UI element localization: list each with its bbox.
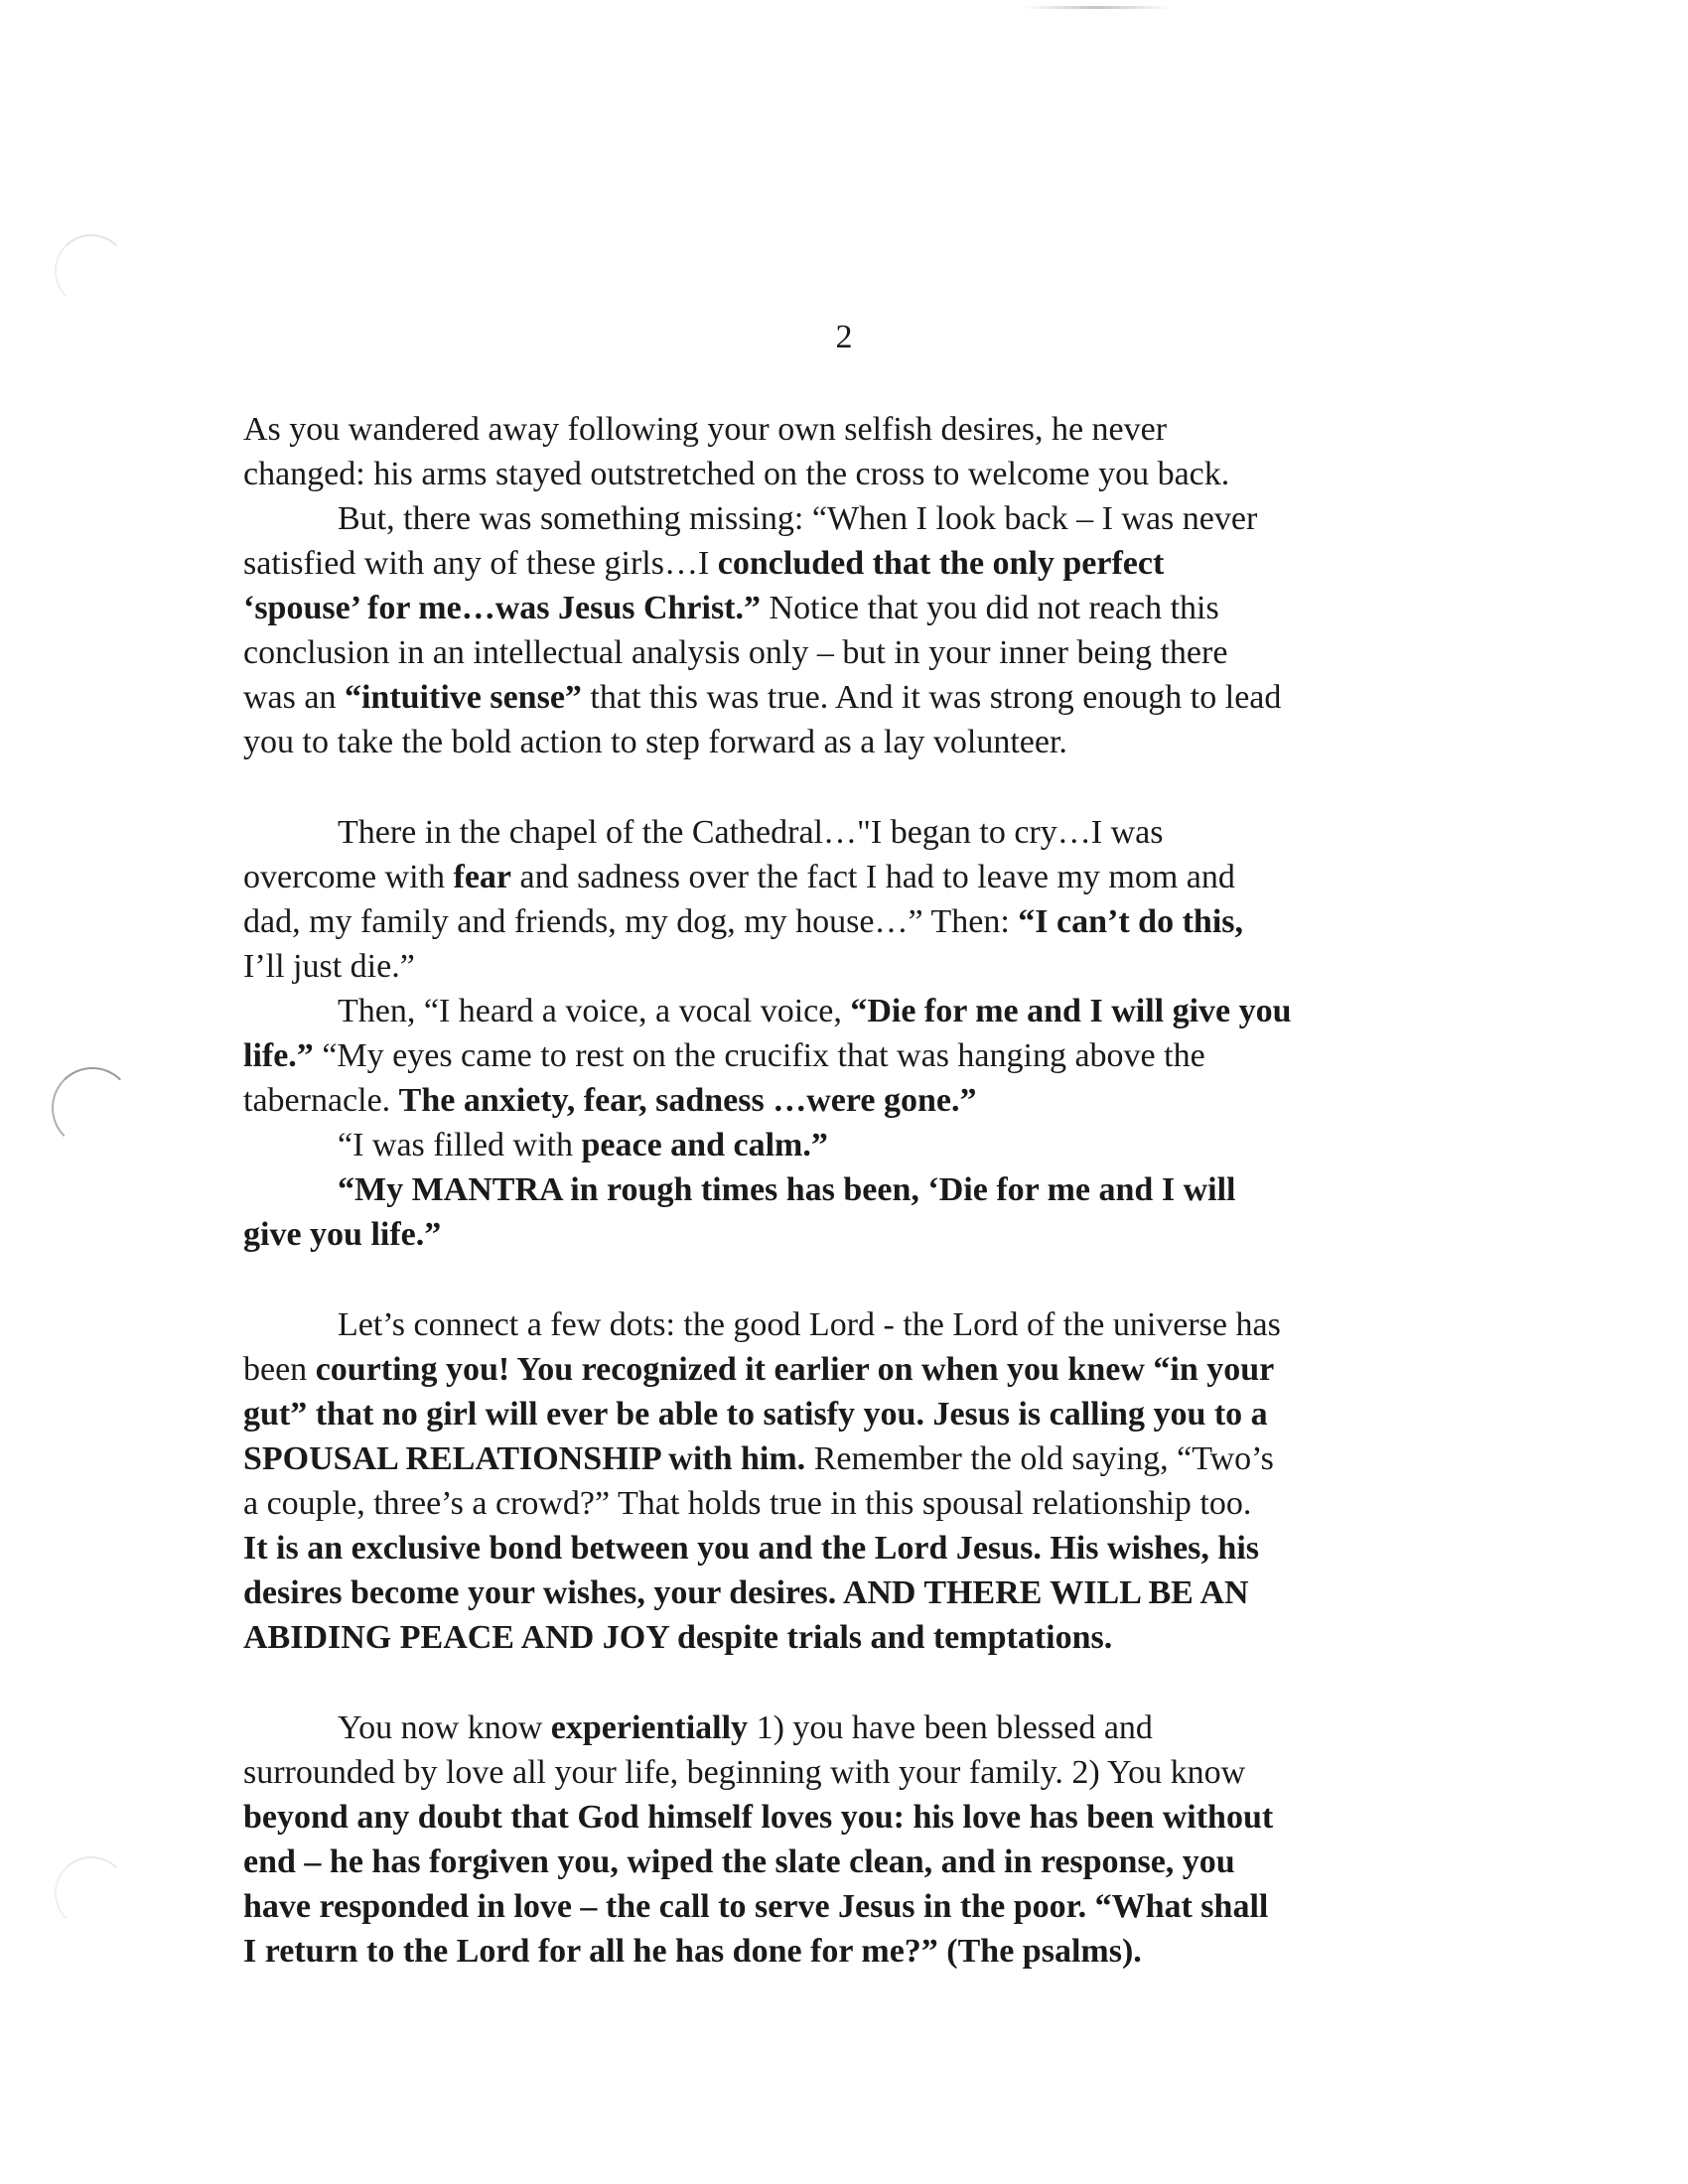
punch-hole-middle [52, 1067, 133, 1149]
text-line [243, 1167, 1445, 1212]
text: “I was filled with [338, 1127, 582, 1163]
text: overcome with [243, 859, 454, 895]
text: I’ll just die.” [243, 948, 415, 985]
paragraph [243, 1706, 1445, 1974]
punch-hole-bottom [55, 1856, 128, 1930]
bold-text: concluded that the only perfect [717, 545, 1165, 582]
bold-text: It is an exclusive bond between you and the Lord Jesus. His wishes, his [243, 1530, 1260, 1567]
text-line [243, 1570, 1445, 1615]
paragraph-gap [243, 764, 1445, 810]
text-line [243, 1526, 1445, 1570]
punch-hole-top [55, 234, 128, 308]
text-line [243, 855, 1445, 899]
paragraph [243, 1123, 1445, 1167]
bold-text: fear [453, 859, 512, 895]
text: dad, my family and friends, my dog, my house…” Then: [243, 903, 1019, 940]
bold-text: “intuitive sense” [344, 679, 582, 716]
bold-text: give you life.” [243, 1216, 442, 1253]
text: been [243, 1351, 316, 1388]
bold-text: have responded in love – the call to serve Jesus in the poor. “What shall [243, 1888, 1269, 1925]
text-line [243, 541, 1445, 586]
text-line [243, 1884, 1445, 1929]
text: that this was true. And it was strong enough to lead [581, 679, 1282, 716]
text-line [243, 1302, 1445, 1347]
bold-text: courting you! You recognized it earlier on when you knew “in your [315, 1351, 1275, 1388]
bold-text: “My MANTRA in rough times has been, ‘Die for me and I will [338, 1171, 1236, 1208]
paragraph [243, 1302, 1445, 1660]
text-line [243, 407, 1445, 452]
bold-text: life.” [243, 1037, 314, 1074]
bold-text: “Die for me and I will give you [850, 993, 1292, 1029]
text: was an [243, 679, 345, 716]
text: There in the chapel of the Cathedral…"I began to cry…I was [338, 814, 1164, 851]
text: a couple, three’s a crowd?” That holds true in this spousal relationship too. [243, 1485, 1252, 1522]
text-line [243, 1481, 1445, 1526]
text-line [243, 1840, 1445, 1884]
paragraph [243, 989, 1445, 1123]
text-line [243, 1347, 1445, 1392]
text-line [243, 496, 1445, 541]
text-line [243, 1706, 1445, 1750]
text-line [243, 1392, 1445, 1436]
text: satisfied with any of these girls…I [243, 545, 718, 582]
text: You now know [338, 1709, 551, 1746]
paragraph-gap [243, 1660, 1445, 1706]
text-line [243, 452, 1445, 496]
text: Remember the old saying, “Two’s [805, 1440, 1274, 1477]
text: But, there was something missing: “When I look back – I was never [338, 500, 1258, 537]
bold-text: The anxiety, fear, sadness …were gone.” [398, 1082, 977, 1119]
text: 1) you have been blessed and [748, 1709, 1153, 1746]
text: “My eyes came to rest on the crucifix that was hanging above the [313, 1037, 1205, 1074]
bold-text: I return to the Lord for all he has done for me?” (The psalms). [243, 1933, 1142, 1970]
paragraph [243, 810, 1445, 989]
text-line [243, 1750, 1445, 1795]
text-line [243, 630, 1445, 675]
text-line [243, 810, 1445, 855]
text: tabernacle. [243, 1082, 399, 1119]
text: you to take the bold action to step forward as a lay volunteer. [243, 724, 1067, 760]
text-line [243, 944, 1445, 989]
text-line [243, 1436, 1445, 1481]
page-number: 2 [835, 319, 853, 355]
bold-text: ABIDING PEACE AND JOY despite trials and temptations. [243, 1619, 1113, 1656]
text: changed: his arms stayed outstretched on the cross to welcome you back. [243, 456, 1230, 492]
text: and sadness over the fact I had to leave my mom and [511, 859, 1235, 895]
text-line [243, 675, 1445, 720]
bold-text: peace and calm.” [581, 1127, 828, 1163]
text: Then, “I heard a voice, a vocal voice, [338, 993, 851, 1029]
scan-artifact-line [1023, 6, 1172, 9]
text: As you wandered away following your own selfish desires, he never [243, 411, 1168, 448]
bold-text: gut” that no girl will ever be able to satisfy you. Jesus is calling you to a [243, 1396, 1268, 1433]
text-line [243, 899, 1445, 944]
bold-text: desires become your wishes, your desires. AND THERE WILL BE AN [243, 1574, 1249, 1611]
paragraph [243, 1167, 1445, 1257]
bold-text: beyond any doubt that God himself loves you: his love has been without [243, 1799, 1274, 1836]
text-line [243, 1123, 1445, 1167]
bold-text: ‘spouse’ for me…was Jesus Christ.” [243, 590, 762, 626]
text: Notice that you did not reach this [761, 590, 1219, 626]
text-line [243, 1929, 1445, 1974]
text-line [243, 1078, 1445, 1123]
bold-text: end – he has forgiven you, wiped the slate clean, and in response, you [243, 1843, 1235, 1880]
body-text [243, 407, 1445, 1974]
text-line [243, 1033, 1445, 1078]
paragraph-gap [243, 1257, 1445, 1302]
bold-text: SPOUSAL RELATIONSHIP with him. [243, 1440, 806, 1477]
text: surrounded by love all your life, beginning with your family. 2) You know [243, 1754, 1246, 1791]
bold-text: experientially [550, 1709, 749, 1746]
text-line [243, 1795, 1445, 1840]
text-line [243, 720, 1445, 764]
text-line [243, 586, 1445, 630]
paragraph [243, 496, 1445, 764]
text-line [243, 1615, 1445, 1660]
paragraph [243, 407, 1445, 496]
text: conclusion in an intellectual analysis only – but in your inner being there [243, 634, 1228, 671]
text-line [243, 989, 1445, 1033]
bold-text: “I can’t do this, [1018, 903, 1243, 940]
text: Let’s connect a few dots: the good Lord - the Lord of the universe has [338, 1306, 1281, 1343]
text-line [243, 1212, 1445, 1257]
